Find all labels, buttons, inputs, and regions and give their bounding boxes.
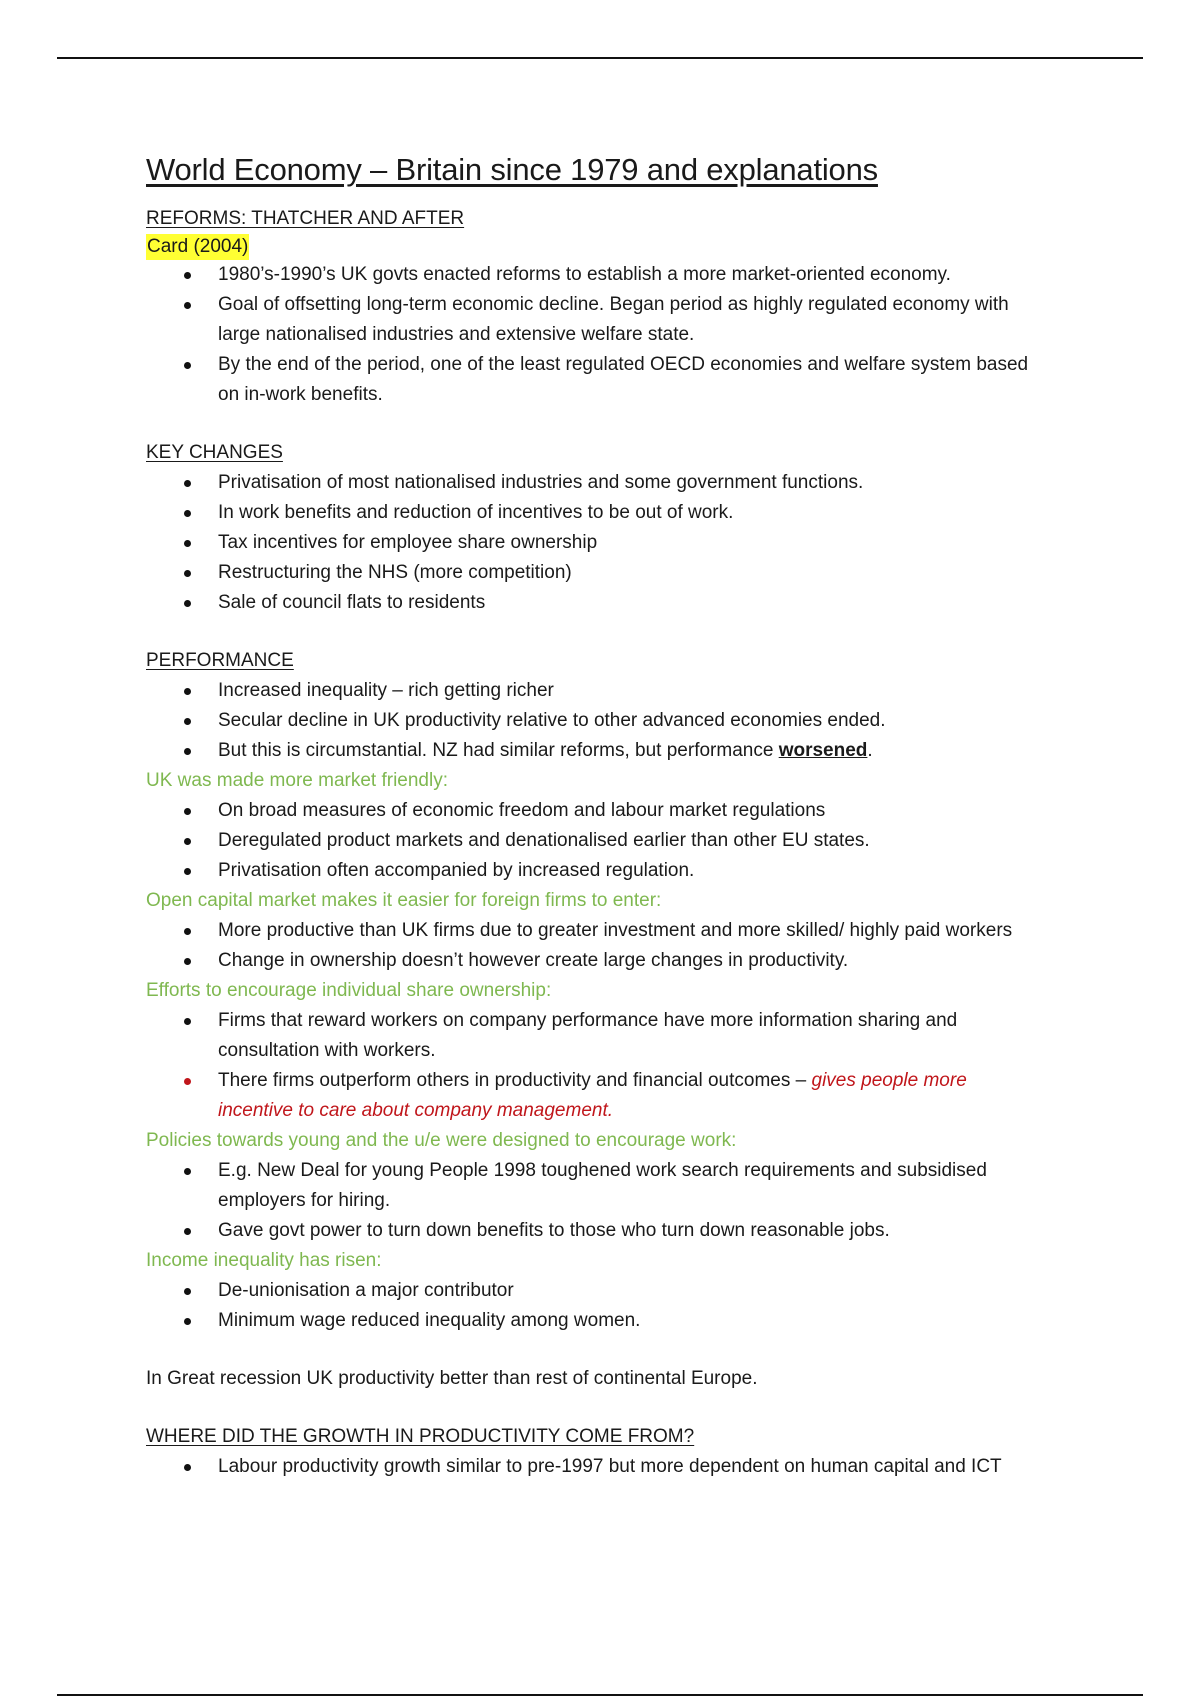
young-unemployed-list [146,1156,1046,1246]
list-item: Labour productivity growth similar to pre-1997 but more dependent on human capital and ICT [146,1452,1046,1482]
list-item: Increased inequality – rich getting richer [146,676,1046,706]
list-item: Sale of council flats to residents [146,588,1046,618]
list-item: E.g. New Deal for young People 1998 toughened work search requirements and subsidised employers for hiring. [146,1156,1046,1216]
list-item: 1980’s-1990’s UK govts enacted reforms to establish a more market-oriented economy. [146,260,1046,290]
list-item: More productive than UK firms due to greater investment and more skilled/ highly paid workers [146,916,1046,946]
list-item: Secular decline in UK productivity relative to other advanced economies ended. [146,706,1046,736]
list-item: Privatisation of most nationalised industries and some government functions. [146,468,1046,498]
list-item: By the end of the period, one of the least regulated OECD economies and welfare system based on in-work benefits. [146,350,1046,410]
subheading-open-capital: Open capital market makes it easier for foreign firms to enter: [146,890,662,911]
list-item: Privatisation often accompanied by increased regulation. [146,856,1046,886]
recession-note: In Great recession UK productivity better than rest of continental Europe. [146,1368,758,1389]
list-item: Firms that reward workers on company performance have more information sharing and consultation with workers. [146,1006,1046,1066]
list-item: Deregulated product markets and denationalised earlier than other EU states. [146,826,1046,856]
open-capital-list [146,916,1046,976]
list-item: Restructuring the NHS (more competition) [146,558,1046,588]
subheading-share-ownership: Efforts to encourage individual share ownership: [146,980,552,1001]
share-ownership-list [146,1006,1046,1126]
section-heading-key-changes: KEY CHANGES [146,442,283,463]
growth-list [146,1452,1046,1482]
subheading-market-friendly: UK was made more market friendly: [146,770,448,791]
market-friendly-list [146,796,1046,886]
performance-list [146,676,1046,766]
section-heading-growth: WHERE DID THE GROWTH IN PRODUCTIVITY COME FROM? [146,1426,695,1447]
list-item [146,1066,1046,1126]
circumstantial-period: . [867,740,873,761]
worsened-emphasis: worsened [778,740,868,761]
section-heading-performance: PERFORMANCE [146,650,294,671]
list-item: Tax incentives for employee share ownership [146,528,1046,558]
circumstantial-text: But this is circumstantial. NZ had similar reforms, but performance [218,740,779,761]
inequality-list [146,1276,1046,1336]
list-item: On broad measures of economic freedom and labour market regulations [146,796,1046,826]
key-changes-list [146,468,1046,618]
reforms-list [146,260,1046,410]
document-body [146,150,1046,1482]
list-item: In work benefits and reduction of incentives to be out of work. [146,498,1046,528]
list-item: De-unionisation a major contributor [146,1276,1046,1306]
bottom-rule [57,1694,1143,1696]
list-item: Gave govt power to turn down benefits to those who turn down reasonable jobs. [146,1216,1046,1246]
list-item: Minimum wage reduced inequality among women. [146,1306,1046,1336]
document-title: World Economy – Britain since 1979 and explanations [146,152,878,187]
list-item [146,736,1046,766]
subheading-inequality: Income inequality has risen: [146,1250,382,1271]
section-heading-reforms: REFORMS: THATCHER AND AFTER [146,208,465,229]
outperform-note: gives people more incentive to care about company management. [218,1070,967,1121]
list-item: Change in ownership doesn’t however create large changes in productivity. [146,946,1046,976]
subheading-young-unemployed: Policies towards young and the u/e were designed to encourage work: [146,1130,737,1151]
top-rule [57,57,1143,59]
outperform-text: There firms outperform others in productivity and financial outcomes – [218,1070,812,1091]
source-citation: Card (2004) [146,234,249,260]
list-item: Goal of offsetting long-term economic decline. Began period as highly regulated economy with large nationalised industries and extensive welfare state. [146,290,1046,350]
